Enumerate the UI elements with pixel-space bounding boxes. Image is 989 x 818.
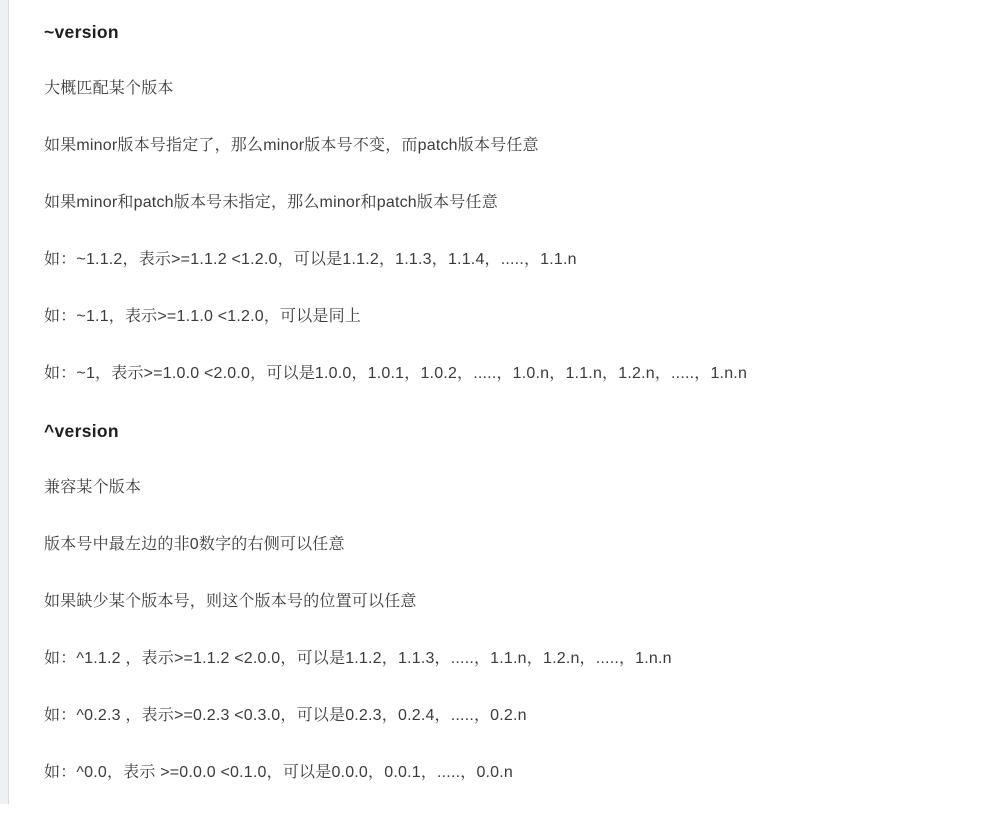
paragraph-tilde-desc: 大概匹配某个版本	[44, 77, 989, 101]
paragraph-caret-example-1: 如：^1.1.2 ，表示>=1.1.2 <2.0.0，可以是1.1.2，1.1.3，.....，1.1.n，1.2.n，.....，1.n.n	[44, 647, 989, 671]
paragraph-tilde-example-1: 如：~1.1.2，表示>=1.1.2 <1.2.0，可以是1.1.2，1.1.3，1.1.4，.....，1.1.n	[44, 248, 989, 272]
paragraph-caret-rule-2: 如果缺少某个版本号，则这个版本号的位置可以任意	[44, 590, 989, 614]
page-left-gutter	[0, 0, 9, 804]
heading-tilde-version: ~version	[44, 20, 989, 44]
paragraph-caret-desc: 兼容某个版本	[44, 476, 989, 500]
paragraph-tilde-rule-2: 如果minor和patch版本号未指定，那么minor和patch版本号任意	[44, 191, 989, 215]
paragraph-tilde-example-3: 如：~1，表示>=1.0.0 <2.0.0，可以是1.0.0，1.0.1，1.0.2，.....，1.0.n，1.1.n，1.2.n，.....，1.n.n	[44, 362, 989, 386]
article-content	[44, 20, 989, 818]
paragraph-tilde-rule-1: 如果minor版本号指定了，那么minor版本号不变，而patch版本号任意	[44, 134, 989, 158]
paragraph-tilde-example-2: 如：~1.1，表示>=1.1.0 <1.2.0，可以是同上	[44, 305, 989, 329]
paragraph-caret-rule-1: 版本号中最左边的非0数字的右侧可以任意	[44, 533, 989, 557]
paragraph-caret-example-3: 如：^0.0，表示 >=0.0.0 <0.1.0，可以是0.0.0，0.0.1，.....，0.0.n	[44, 761, 989, 785]
heading-caret-version: ^version	[44, 419, 989, 443]
paragraph-caret-example-2: 如：^0.2.3 ，表示>=0.2.3 <0.3.0，可以是0.2.3，0.2.4，.....，0.2.n	[44, 704, 989, 728]
